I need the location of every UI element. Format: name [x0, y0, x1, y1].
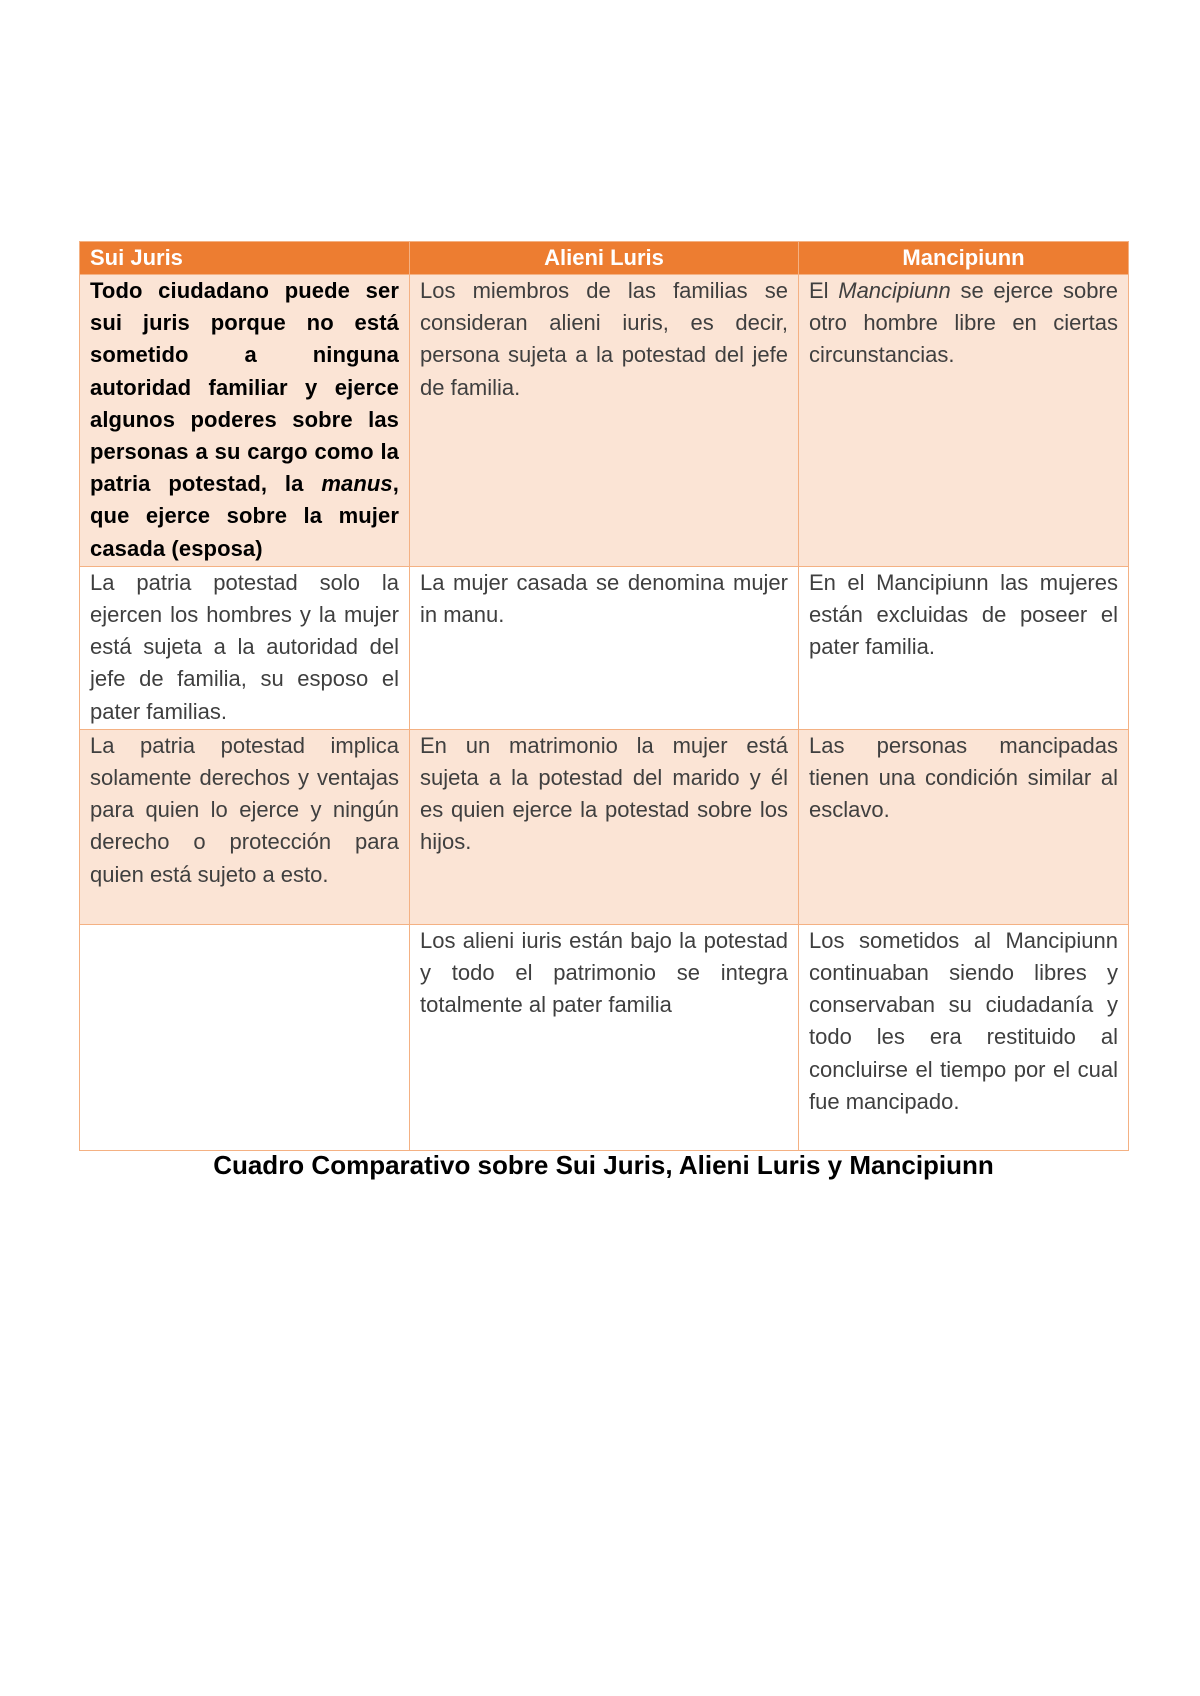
cell-mancipiunn: Los sometidos al Mancipiunn continuaban siendo libres y conservaban su ciudadanía y todo les era restituido al concluirse el tiempo por el cual fue mancipado.	[799, 924, 1129, 1150]
cell-text: Todo ciudadano puede ser sui juris porque no está sometido a ninguna autoridad familiar y ejerce algunos poderes sobre las personas a su cargo como la patria potestad, la	[90, 278, 399, 497]
table-header-row	[80, 242, 1129, 275]
cell-sui-juris: La patria potestad solo la ejercen los hombres y la mujer está sujeta a la autoridad del jefe de familia, su esposo el pater familias.	[80, 566, 410, 729]
cell-mancipiunn: En el Mancipiunn las mujeres están excluidas de poseer el pater familia.	[799, 566, 1129, 729]
cell-sui-juris	[80, 275, 410, 567]
cell-alieni-luris: Los miembros de las familias se consideran alieni iuris, es decir, persona sujeta a la potestad del jefe de familia.	[410, 275, 799, 567]
table-row	[80, 729, 1129, 924]
cell-sui-juris: La patria potestad implica solamente derechos y ventajas para quien lo ejerce y ningún derecho o protección para quien está sujeto a esto.	[80, 729, 410, 924]
table-row	[80, 566, 1129, 729]
cell-mancipiunn: Las personas mancipadas tienen una condición similar al esclavo.	[799, 729, 1129, 924]
header-alieni-luris: Alieni Luris	[410, 242, 799, 275]
header-mancipiunn: Mancipiunn	[799, 242, 1129, 275]
table-row	[80, 275, 1129, 567]
cell-emphasis: Mancipiunn	[838, 278, 951, 303]
comparison-table	[79, 241, 1129, 1151]
cell-alieni-luris: En un matrimonio la mujer está sujeta a la potestad del marido y él es quien ejerce la potestad sobre los hijos.	[410, 729, 799, 924]
table-row	[80, 924, 1129, 1150]
cell-text: , que ejerce sobre la mujer casada (esposa)	[90, 471, 399, 561]
cell-emphasis: manus	[321, 471, 393, 497]
cell-text: El	[809, 278, 839, 303]
cell-text: se ejerce sobre otro hombre libre en ciertas circunstancias.	[809, 278, 1118, 368]
header-sui-juris: Sui Juris	[80, 242, 410, 275]
cell-sui-juris	[80, 924, 410, 1150]
cell-alieni-luris: La mujer casada se denomina mujer in manu.	[410, 566, 799, 729]
cell-mancipiunn	[799, 275, 1129, 567]
cell-alieni-luris: Los alieni iuris están bajo la potestad y todo el patrimonio se integra totalmente al pater familia	[410, 924, 799, 1150]
table-caption: Cuadro Comparativo sobre Sui Juris, Alieni Luris y Mancipiunn	[213, 1150, 994, 1180]
